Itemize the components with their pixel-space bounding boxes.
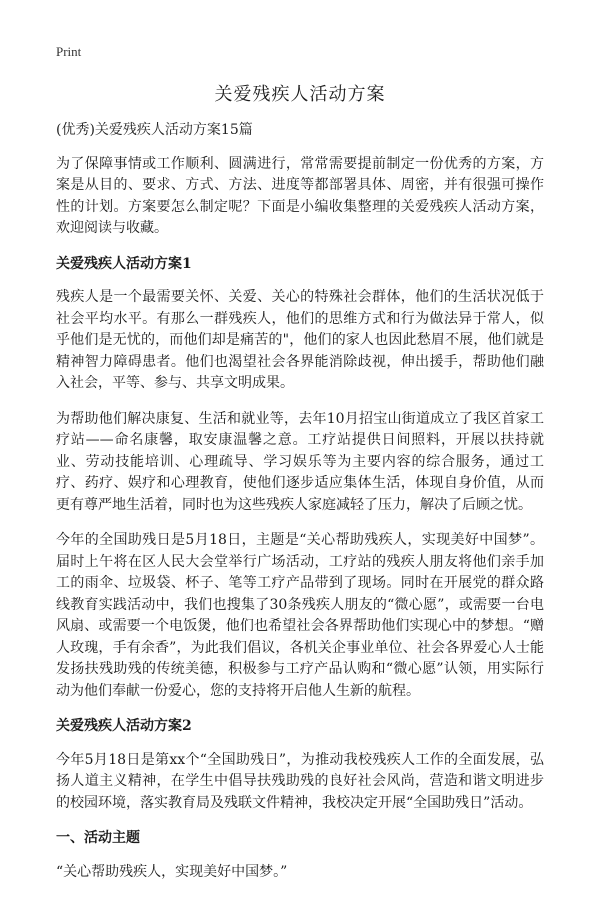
- document-body: [56, 120, 544, 897]
- document-subtitle: (优秀)关爱残疾人活动方案15篇: [56, 122, 253, 138]
- print-label[interactable]: Print: [56, 44, 82, 59]
- page-title: 关爱残疾人活动方案: [214, 84, 386, 105]
- intro-paragraph: 为了保障事情或工作顺利、圆满进行，常常需要提前制定一份优秀的方案，方案是从目的、要求、方式、方法、进度等都部署具体、周密，并有很强可操作性的计划。方案要怎么制定呢？下面是小编收集整理的关爱残疾人活动方案，欢迎阅读与收藏。: [56, 155, 544, 236]
- section1-paragraph-2: 为帮助他们解决康复、生活和就业等，去年10月招宝山街道成立了我区首家工疗站——命名康馨，取安康温馨之意。工疗站提供日间照料，开展以扶持就业、劳动技能培训、心理疏导、学习娱乐等为主要内容的综合服务，通过工疗、药疗、娱疗和心理教育，使他们逐步适应集体生活，体现自身价值，从而更有尊严地生活着，同时也为这些残疾人家庭减轻了压力，解决了后顾之忧。: [56, 410, 544, 513]
- section2-theme: “关心帮助残疾人，实现美好中国梦。”: [56, 863, 288, 880]
- section2-heading: 关爱残疾人活动方案2: [56, 718, 192, 734]
- section1-heading: 关爱残疾人活动方案1: [56, 255, 192, 272]
- section1-paragraph-3: 今年的全国助残日是5月18日，主题是“关心帮助残疾人，实现美好中国梦”。届时上午将在区人民大会堂举行广场活动，工疗站的残疾人朋友将他们亲手加工的雨伞、垃圾袋、杯子、笔等工疗产品带到了现场。同时在开展党的群众路线教育实践活动中，我们也搜集了30条残疾人朋友的“微心愿”，或需要一台电风扇、或需要一个电饭煲，他们也希望社会各界帮助他们实现心中的梦想。“赠人玫瑰，手有余香”，为此我们倡议，各机关企事业单位、社会各界爱心人士能发扬扶残助残的传统美德，积极参与工疗产品认购和“微心愿”认领，用实际行动为他们奉献一份爱心，您的支持将开启他人生新的航程。: [56, 532, 544, 699]
- section1-paragraph-1: 残疾人是一个最需要关怀、关爱、关心的特殊社会群体，他们的生活状况低于社会平均水平。有那么一群残疾人，他们的思维方式和行为做法异于常人，似乎他们是无忧的，而他们却是痛苦的"，他们的家人也因此愁眉不展，他们就是精神智力障碍患者。他们也渴望社会各界能消除歧视，伸出援手，帮助他们融入社会，平等、参与、共享文明成果。: [56, 289, 544, 391]
- section2-subheading: 一、活动主题: [56, 830, 140, 846]
- section2-paragraph-1: 今年5月18日是第xx个“全国助残日”，为推动我校残疾人工作的全面发展，弘扬人道主义精神，在学生中倡导扶残助残的良好社会风尚，营造和谐文明进步的校园环境，落实教育局及残联文件精神，我校决定开展“全国助残日”活动。: [56, 751, 544, 811]
